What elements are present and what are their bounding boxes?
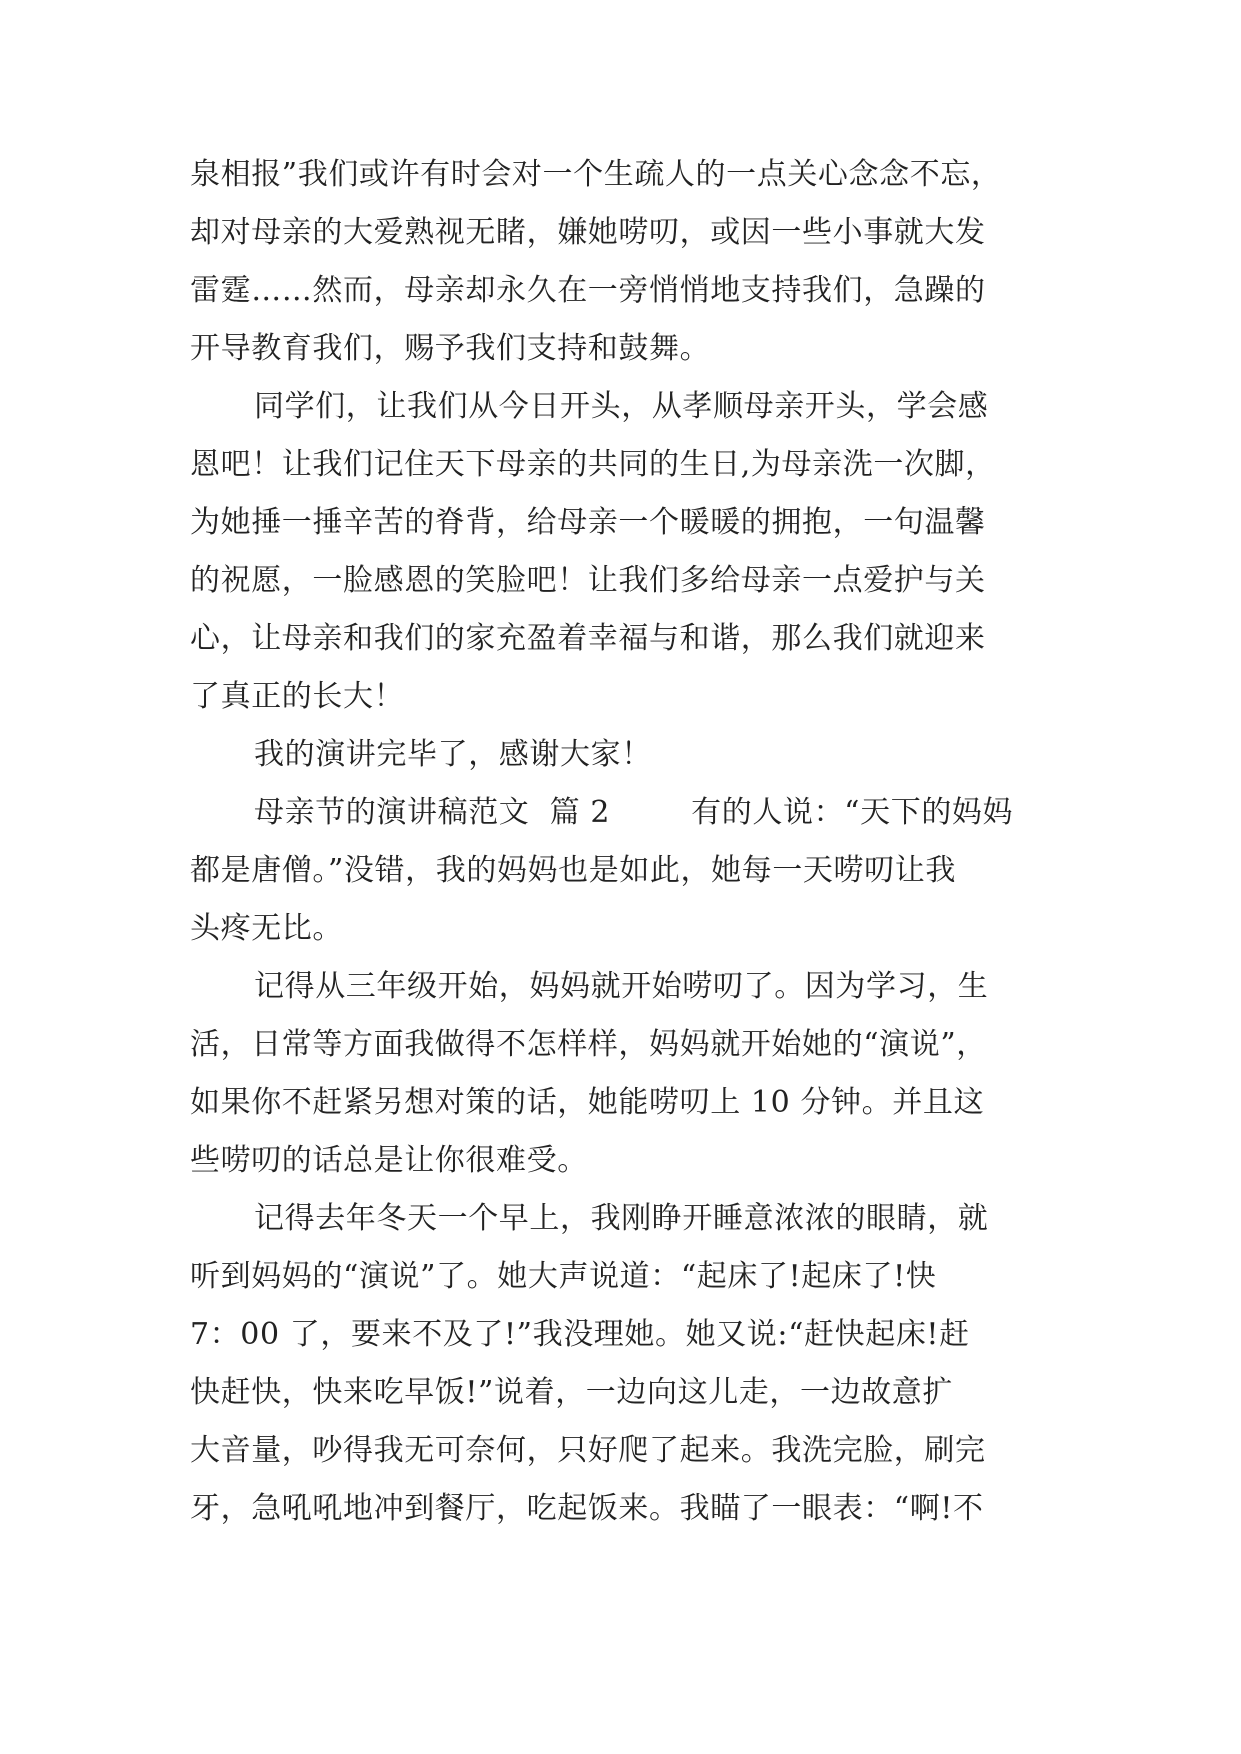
text-line: 同学们，让我们从今日开头，从孝顺母亲开头，学会感 <box>254 389 989 424</box>
text-line: 了真正的长大！ <box>190 679 405 714</box>
text-line: 雷霆……然而，母亲却永久在一旁悄悄地支持我们，急躁的 <box>190 273 986 308</box>
text-line: 记得从三年级开始，妈妈就开始唠叨了。因为学习，生 <box>254 969 989 1004</box>
text-line: 开导教育我们，赐予我们支持和鼓舞。 <box>190 331 711 366</box>
text-line: 为她捶一捶辛苦的脊背，给母亲一个暖暖的拥抱，一句温馨 <box>190 505 986 540</box>
text-line: 牙，急吼吼地冲到餐厅，吃起饭来。我瞄了一眼表：“啊!不 <box>190 1491 984 1526</box>
section-heading-line: 母亲节的演讲稿范文 篇 2 有的人说：“天下的妈妈 <box>254 795 1014 830</box>
text-line: 听到妈妈的“演说”了。她大声说道：“起床了!起床了!快 <box>190 1259 937 1294</box>
text-line: 快赶快，快来吃早饭!”说着，一边向这儿走，一边故意扩 <box>190 1375 953 1410</box>
text-line: 我的演讲完毕了，感谢大家！ <box>254 737 652 772</box>
text-line: 些唠叨的话总是让你很难受。 <box>190 1143 588 1178</box>
text-line: 活，日常等方面我做得不怎样样，妈妈就开始她的“演说”， <box>190 1027 987 1062</box>
text-line: 7：00 了，要来不及了!”我没理她。她又说:“赶快起床!赶 <box>190 1317 970 1352</box>
text-line: 记得去年冬天一个早上，我刚睁开睡意浓浓的眼睛，就 <box>254 1201 989 1236</box>
text-line: 都是唐僧。”没错，我的妈妈也是如此，她每一天唠叨让我 <box>190 853 956 888</box>
text-line: 如果你不赶紧另想对策的话，她能唠叨上 10 分钟。并且这 <box>190 1085 985 1120</box>
text-line: 大音量，吵得我无可奈何，只好爬了起来。我洗完脸，刷完 <box>190 1433 986 1468</box>
text-line: 恩吧！让我们记住天下母亲的共同的生日,为母亲洗一次脚， <box>190 447 996 482</box>
text-line: 泉相报”我们或许有时会对一个生疏人的一点关心念念不忘， <box>190 157 1002 192</box>
text-line: 心，让母亲和我们的家充盈着幸福与和谐，那么我们就迎来 <box>190 621 986 656</box>
text-line: 却对母亲的大爱熟视无睹，嫌她唠叨，或因一些小事就大发 <box>190 215 986 250</box>
text-line: 的祝愿，一脸感恩的笑脸吧！让我们多给母亲一点爱护与关 <box>190 563 986 598</box>
text-line: 头疼无比。 <box>190 911 343 946</box>
